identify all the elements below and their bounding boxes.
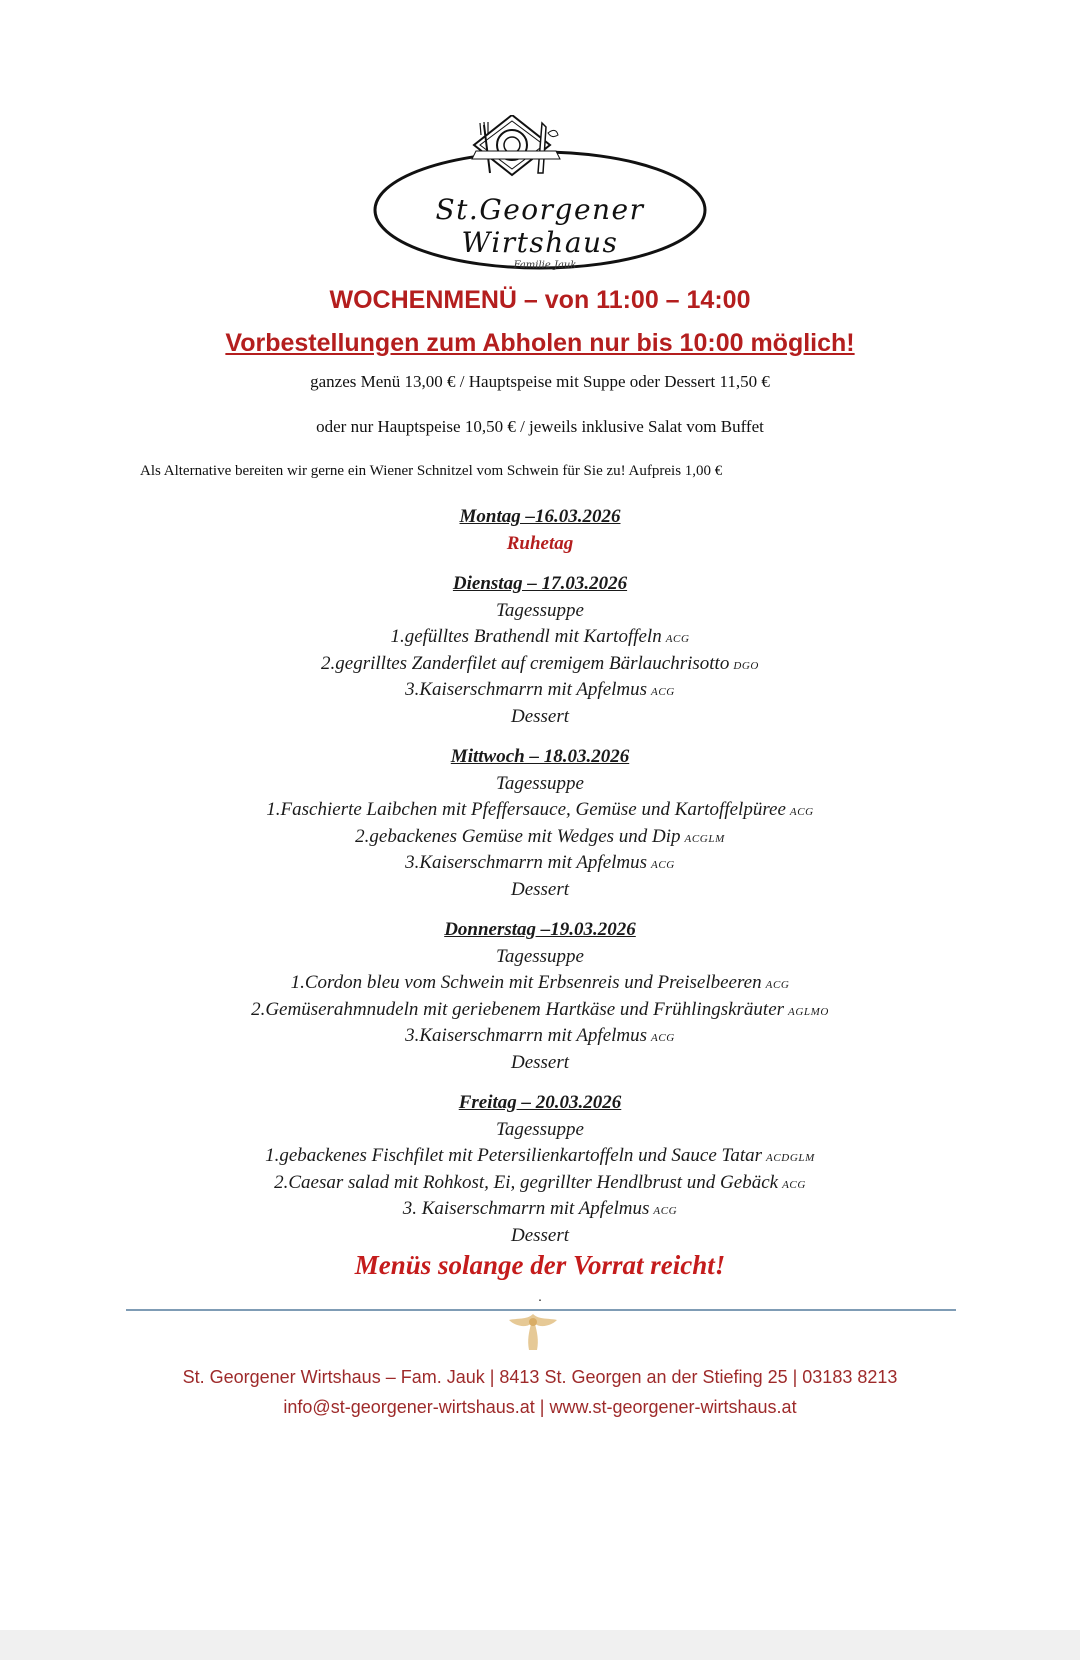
bottom-strip	[0, 1630, 1080, 1660]
dish-text: 3. Kaiserschmarrn mit Apfelmus	[402, 1198, 650, 1219]
separator-dot: .	[538, 1290, 542, 1305]
restaurant-logo	[360, 115, 720, 290]
allergen-codes: ACG	[651, 1032, 675, 1044]
dish-text: 2.gegrilltes Zanderfilet auf cremigem Bärlauchrisotto	[321, 652, 730, 674]
soup-label: Tagessuppe	[496, 1118, 584, 1140]
allergen-codes: ACGLM	[684, 832, 725, 845]
menu-title: WOCHENMENÜ – von 11:00 – 14:00	[329, 286, 751, 314]
dish-text: 2.gebackenes Gemüse mit Wedges und Dip	[355, 825, 681, 847]
menu-item	[0, 1196, 1080, 1223]
day-title: Dienstag – 17.03.2026	[452, 573, 628, 594]
day-title: Freitag – 20.03.2026	[458, 1092, 622, 1113]
footer-contact: info@st-georgener-wirtshaus.at | www.st-georgener-wirtshaus.at	[283, 1397, 797, 1417]
dish-text: 1.gebackenes Fischfilet mit Petersilienkartoffeln und Sauce Tatar	[265, 1145, 763, 1166]
menu-item	[0, 970, 1080, 997]
day-title: Montag –16.03.2026	[459, 506, 621, 527]
menu-item	[0, 651, 1080, 678]
allergen-codes: ACG	[765, 979, 790, 991]
day-wednesday	[0, 744, 1080, 903]
closing-note: Menüs solange der Vorrat reicht!	[354, 1250, 726, 1280]
menu-item	[0, 1143, 1080, 1170]
allergen-codes: ACG	[651, 686, 675, 698]
allergen-codes: ACDGLM	[766, 1152, 815, 1164]
allergen-codes: ACG	[653, 1205, 678, 1217]
menu-item	[0, 677, 1080, 704]
menu-item	[0, 850, 1080, 877]
menu-item	[0, 624, 1080, 651]
alternative-note: Als Alternative bereiten wir gerne ein Wiener Schnitzel vom Schwein für Sie zu! Aufpreis 1,00 €	[140, 463, 723, 479]
dish-text: 2.Caesar salad mit Rohkost, Ei, gegrillter Hendlbrust und Gebäck	[274, 1171, 779, 1193]
menu-item	[0, 997, 1080, 1024]
day-thursday	[0, 917, 1080, 1076]
dish-text: 3.Kaiserschmarrn mit Apfelmus	[405, 679, 648, 700]
allergen-codes: ACG	[665, 633, 690, 645]
day-friday	[0, 1090, 1080, 1249]
logo-title: St.Georgener Wirtshaus	[435, 193, 645, 259]
dessert-label: Dessert	[510, 878, 570, 900]
soup-label: Tagessuppe	[496, 945, 584, 967]
price-line-2: oder nur Hauptspeise 10,50 € / jeweils inklusive Salat vom Buffet	[316, 417, 764, 436]
leaf-ornament-icon	[505, 1310, 561, 1354]
footer-address: St. Georgener Wirtshaus – Fam. Jauk | 8413 St. Georgen an der Stiefing 25 | 03183 8213	[182, 1367, 898, 1387]
dish-text: 1.gefülltes Brathendl mit Kartoffeln	[390, 626, 662, 647]
dish-text: 3.Kaiserschmarrn mit Apfelmus	[405, 1025, 648, 1046]
soup-label: Tagessuppe	[496, 599, 584, 621]
day-title: Donnerstag –19.03.2026	[444, 919, 636, 940]
allergen-codes: ACG	[789, 806, 814, 818]
dessert-label: Dessert	[510, 1051, 570, 1073]
day-monday	[0, 504, 1080, 557]
dessert-label: Dessert	[510, 1224, 570, 1246]
soup-label: Tagessuppe	[496, 772, 584, 794]
allergen-codes: AGLMO	[788, 1005, 829, 1018]
menu-item	[0, 824, 1080, 851]
menu-item	[0, 1170, 1080, 1197]
allergen-codes: DGO	[733, 659, 759, 672]
price-line-1: ganzes Menü 13,00 € / Hauptspeise mit Suppe oder Dessert 11,50 €	[310, 372, 770, 391]
menu-item	[0, 797, 1080, 824]
closed-label: Ruhetag	[506, 532, 574, 554]
menu-item	[0, 1023, 1080, 1050]
day-tuesday	[0, 571, 1080, 730]
logo-subtitle: Familie Jauk	[513, 260, 577, 271]
allergen-codes: ACG	[782, 1178, 806, 1191]
dessert-label: Dessert	[510, 705, 570, 727]
dish-text: 2.Gemüserahmnudeln mit geriebenem Hartkäse und Frühlingskräuter	[251, 998, 785, 1020]
allergen-codes: ACG	[651, 859, 675, 871]
day-title: Mittwoch – 18.03.2026	[450, 746, 630, 767]
preorder-notice: Vorbestellungen zum Abholen nur bis 10:00 möglich!	[225, 329, 855, 357]
dish-text: 1.Faschierte Laibchen mit Pfeffersauce, Gemüse und Kartoffelpüree	[266, 799, 786, 820]
dish-text: 1.Cordon bleu vom Schwein mit Erbsenreis und Preiselbeeren	[290, 972, 762, 993]
dish-text: 3.Kaiserschmarrn mit Apfelmus	[405, 852, 648, 873]
